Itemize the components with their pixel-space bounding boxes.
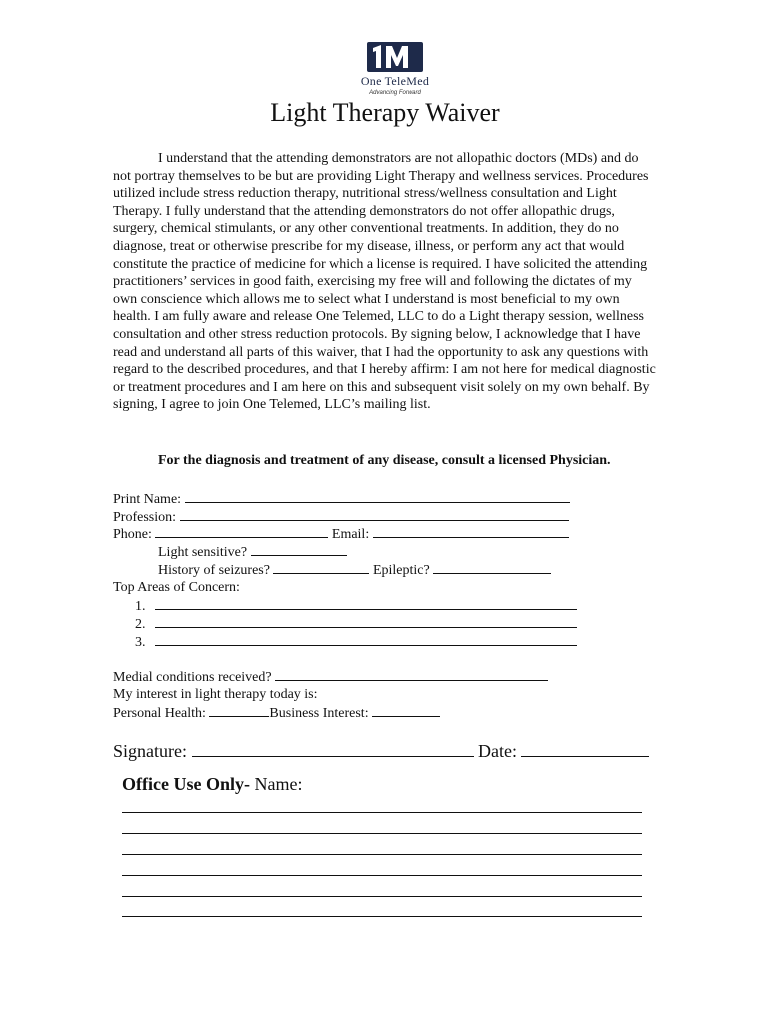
light-sensitive-label: Light sensitive? (158, 545, 248, 560)
business-interest-line[interactable] (372, 704, 440, 717)
phone-label: Phone: (113, 527, 152, 542)
light-sensitive-line[interactable] (251, 543, 347, 556)
phone-field[interactable] (113, 525, 569, 543)
concern-line[interactable] (155, 597, 577, 610)
business-interest-label: Business Interest: (269, 706, 369, 721)
office-line[interactable] (122, 875, 642, 876)
office-name-label: Name: (254, 774, 303, 794)
concern-line[interactable] (155, 615, 577, 628)
office-line[interactable] (122, 896, 642, 897)
print-name-field[interactable] (113, 490, 570, 508)
seizures-label: History of seizures? (158, 563, 270, 578)
logo-name-one: One (360, 74, 382, 88)
email-line[interactable] (373, 525, 569, 538)
page-title: Light Therapy Waiver (270, 98, 500, 127)
concern-item-3[interactable] (135, 633, 577, 651)
concern-number: 1. (135, 599, 146, 614)
concern-number: 3. (135, 635, 146, 650)
profession-label: Profession: (113, 510, 176, 525)
concerns-label: Top Areas of Concern: (113, 580, 240, 595)
concern-number: 2. (135, 617, 146, 632)
print-name-label: Print Name: (113, 492, 182, 507)
signature-line[interactable] (192, 741, 474, 757)
office-use-heading (122, 774, 302, 795)
office-line[interactable] (122, 833, 642, 834)
concern-line[interactable] (155, 633, 577, 646)
logo-name-two: TeleMed (384, 74, 430, 88)
profession-line[interactable] (180, 508, 569, 521)
email-label: Email: (331, 527, 370, 542)
office-line[interactable] (122, 916, 642, 917)
one-telemed-logo (340, 42, 450, 96)
print-name-line[interactable] (185, 490, 570, 503)
physician-notice: For the diagnosis and treatment of any disease, consult a licensed Physician. (158, 453, 611, 468)
office-line[interactable] (122, 854, 642, 855)
signature-label: Signature: (113, 741, 187, 761)
epileptic-line[interactable] (433, 561, 551, 574)
logo-company-name (340, 74, 450, 89)
personal-health-label: Personal Health: (113, 706, 206, 721)
personal-health-line[interactable] (209, 704, 269, 717)
concern-item-1[interactable] (135, 597, 577, 615)
logo-tagline: Advancing Forward (369, 90, 421, 96)
seizures-line[interactable] (273, 561, 369, 574)
interest-label: My interest in light therapy today is: (113, 687, 318, 702)
light-sensitive-field[interactable] (158, 543, 347, 561)
waiver-body: I understand that the attending demonstrators are not allopathic doctors (MDs) and do not portray themselves to be but are providing Light Therapy and wellness services. Procedures utilized include stress reduction therapy, nutritional stress/wellness consultation and Light Therapy. I fully understand that the attending demonstrators do not offer allopathic drugs, surgery, chemical stimulants, or any other conventional treatments. In addition, they do no diagnose, treat or otherwise prescribe for my disease, illness, or perform any act that would constitute the practice of medicine for which a license is required. I have solicited the attending practitioners’ services in good faith, exercising my free will and following the dictates of my own conscience which allows me to select what I understand is most beneficial to my own health. I am fully aware and release One Telemed, LLC to do a Light therapy session, wellness consultation and other stress reduction protocols. By signing below, I acknowledge that I have read and understand all parts of this waiver, that I had the opportunity to ask any questions with regard to the described procedures, and that I hereby affirm: I am not here for medical diagnostic or treatment procedures and I am here on this and subsequent visit solely on my own behalf. By signing, I agree to join One Telemed, LLC’s mailing list. (113, 151, 656, 413)
office-line[interactable] (122, 812, 642, 813)
medical-conditions-label: Medial conditions received? (113, 670, 272, 685)
epileptic-label: Epileptic? (372, 563, 430, 578)
date-line[interactable] (521, 741, 649, 757)
interest-field[interactable] (113, 704, 440, 722)
medical-conditions-field[interactable] (113, 668, 548, 686)
one-telemed-logo-icon (367, 42, 423, 72)
date-label: Date: (478, 741, 517, 761)
phone-line[interactable] (155, 525, 328, 538)
office-use-label: Office Use Only- (122, 774, 250, 794)
concern-item-2[interactable] (135, 615, 577, 633)
medical-conditions-line[interactable] (275, 668, 548, 681)
seizures-field[interactable] (158, 561, 551, 579)
signature-field[interactable] (113, 741, 649, 762)
profession-field[interactable] (113, 508, 569, 526)
